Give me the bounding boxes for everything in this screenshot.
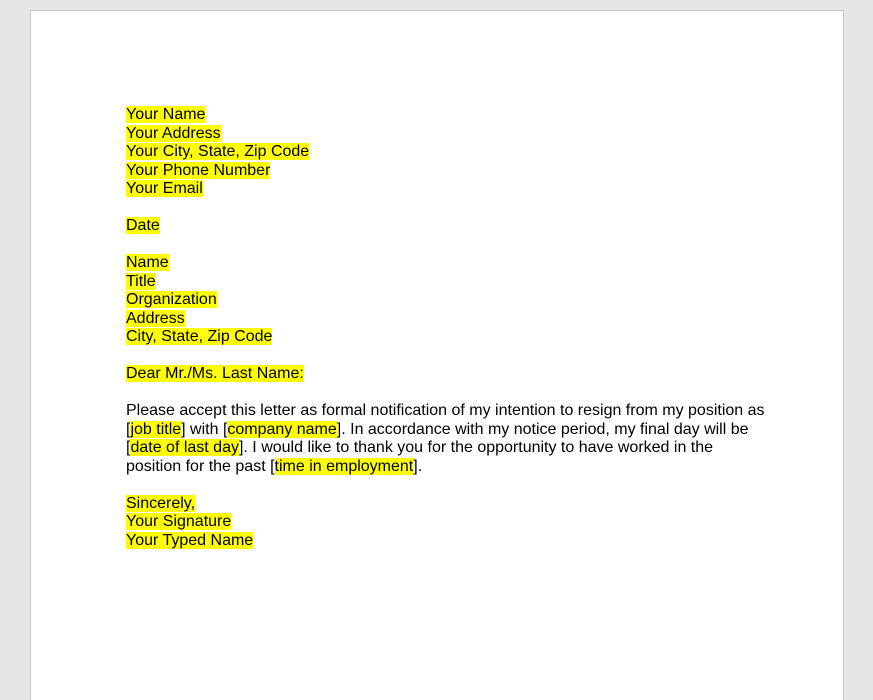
body-text-3: ]. In accordance with my notice period, my final day will be [	[126, 420, 749, 456]
recipient-block	[126, 254, 766, 347]
sender-phone: Your Phone Number	[126, 161, 271, 179]
sender-email: Your Email	[126, 180, 203, 197]
letter-date: Date	[126, 217, 160, 234]
sender-name: Your Name	[126, 106, 206, 123]
sender-city-state-zip: Your City, State, Zip Code	[126, 143, 310, 160]
recipient-name: Name	[126, 254, 169, 271]
time-in-employment-placeholder: time in employment	[274, 457, 414, 475]
recipient-title: Title	[126, 272, 156, 290]
recipient-organization: Organization	[126, 291, 217, 308]
salutation-block	[126, 365, 766, 384]
sender-block	[126, 106, 766, 199]
salutation: Dear Mr./Ms. Last Name:	[126, 365, 304, 382]
body-text-4: ]. I would like to thank you for the opportunity to have worked in the position for the past [	[126, 439, 714, 475]
date-block	[126, 217, 766, 236]
body-text-5: ].	[413, 457, 423, 475]
body-text-2: ] with [	[181, 420, 228, 438]
closing-block	[126, 495, 766, 551]
last-day-placeholder: date of last day	[130, 439, 239, 456]
recipient-address: Address	[126, 309, 185, 327]
recipient-city-state-zip: City, State, Zip Code	[126, 328, 273, 345]
document-page	[30, 10, 844, 700]
closing-signature: Your Signature	[126, 513, 232, 530]
body-paragraph	[126, 402, 766, 476]
letter-content	[126, 106, 766, 550]
sender-address: Your Address	[126, 124, 221, 142]
body-text-1: Please accept this letter as formal notification of my intention to resign from my position as [	[126, 402, 765, 438]
closing-sincerely: Sincerely,	[126, 494, 196, 512]
closing-typed-name: Your Typed Name	[126, 531, 254, 549]
company-name-placeholder: company name	[227, 420, 337, 438]
job-title-placeholder: job title	[130, 420, 182, 438]
